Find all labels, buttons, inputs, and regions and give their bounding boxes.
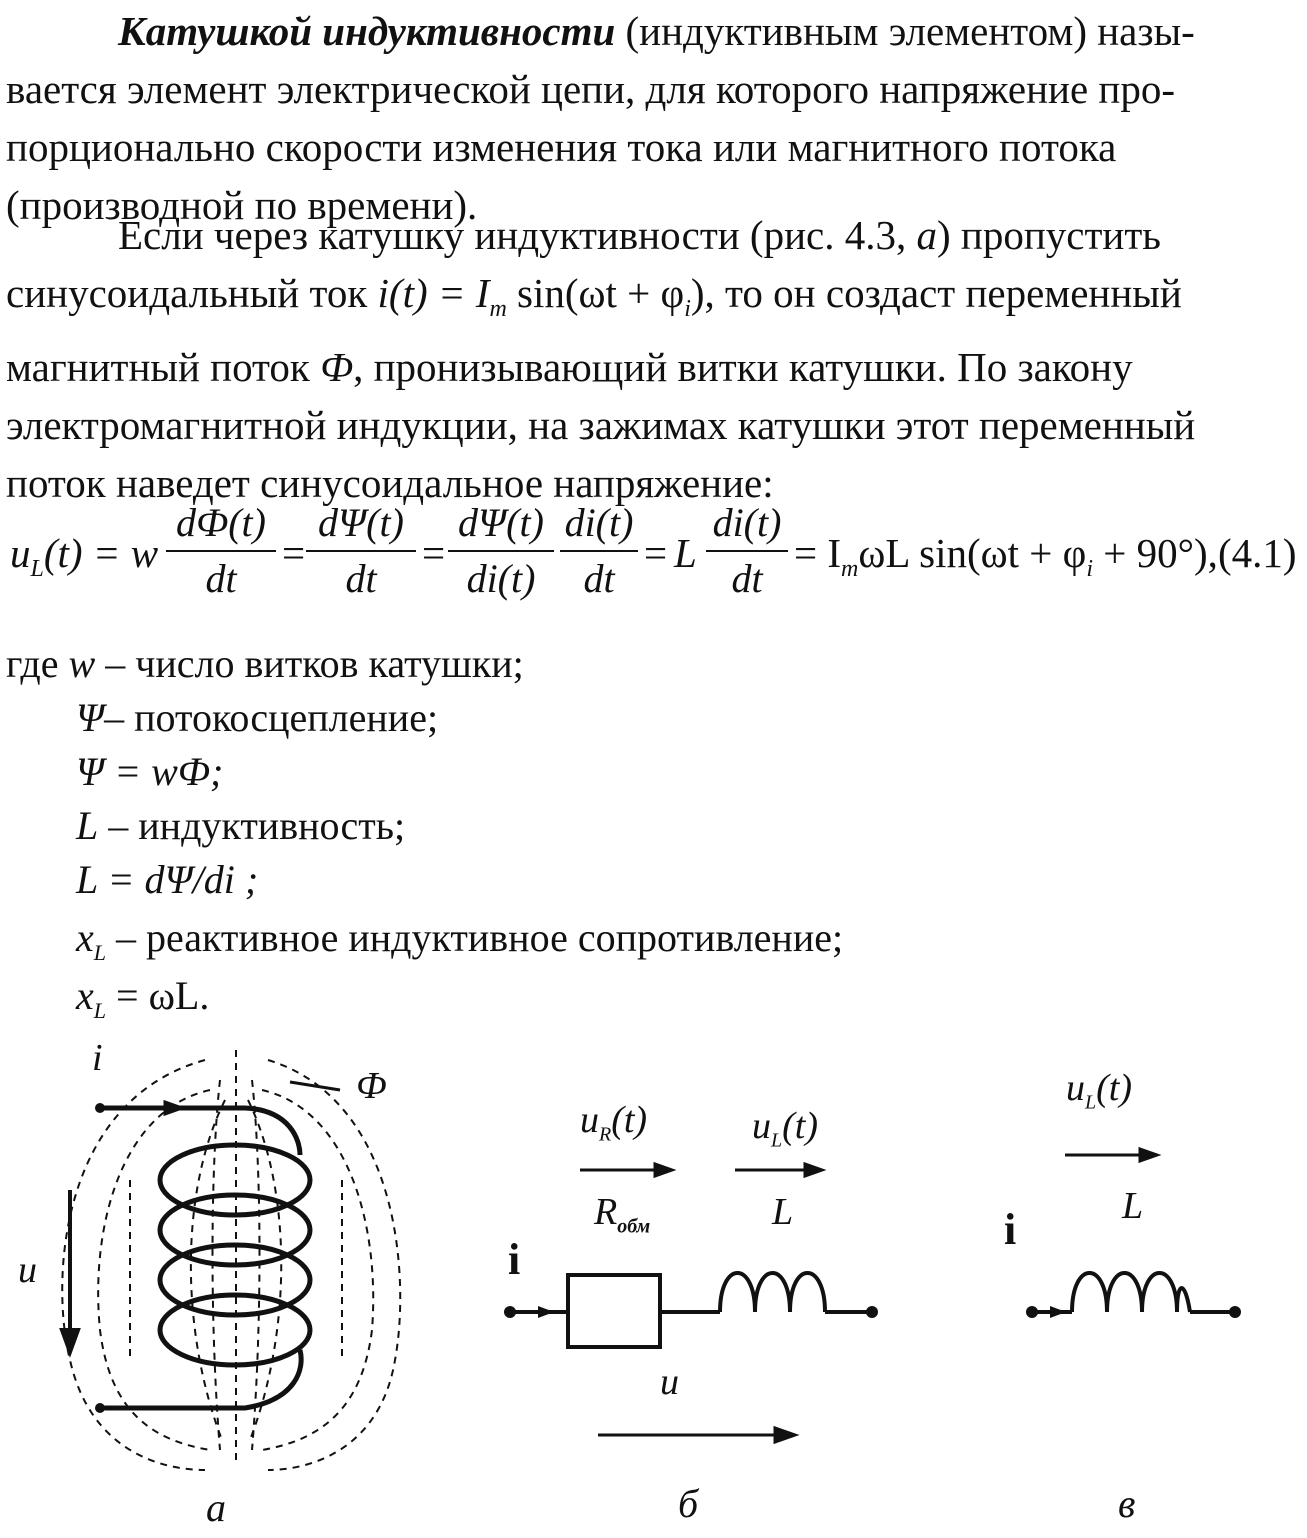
- term-inductor: Катушкой индуктивности: [118, 8, 616, 54]
- fig-b-L-label: L: [772, 1191, 794, 1233]
- arrows-uR-uL: [580, 1164, 822, 1176]
- fig-c-L-label: L: [1122, 1185, 1144, 1227]
- voltage-arrow-u: [598, 1428, 795, 1442]
- figure-c-l-circuit: [1010, 1140, 1270, 1360]
- rl-circuit-drawing: [510, 1273, 872, 1347]
- current-arrow: [165, 1102, 182, 1114]
- terminal-in: [504, 1306, 516, 1318]
- figure-b-rl-circuit: [490, 1140, 910, 1460]
- terminal-top: [95, 1103, 105, 1113]
- def-w: где w – число витков катушки;: [6, 641, 524, 686]
- current-arrow: [1050, 1306, 1066, 1318]
- terminal-out: [866, 1306, 878, 1318]
- l-circuit-drawing: [1032, 1273, 1235, 1312]
- definition-paragraph: Катушкой индуктивности (индуктивным элементом) назы- вается элемент электрической цепи, для которого напряжение про- порционально скорости изменения тока или магнитного потока (производной по времени).: [6, 8, 1195, 228]
- fig-a-current-label: i: [92, 1037, 103, 1079]
- fig-b-current-label: i: [508, 1235, 521, 1284]
- fig-c-current-label: i: [1004, 1205, 1017, 1254]
- fraction-dphi-dt: dФ(t) dt: [166, 498, 276, 604]
- fig-b-caption: б: [678, 1481, 699, 1526]
- fig-a-voltage-label: u: [18, 1249, 37, 1291]
- formula-lhs: $u_L(t) = w$: [10, 530, 159, 583]
- def-xL-formula: $x_L = \omega L$.: [76, 973, 210, 1023]
- explanation-paragraph: Если через катушку индуктивности (рис. 4.3, а) пропустить синусоидальный ток $i(t) = I_m$ $\sin(\omega t + \varphi_i)$, то он создаст переменный магнитный поток Ф, пронизывающий витки катушки. По закону электромагнитной индукции, на зажимах катушки этот переменный поток наведет синусоидальное напряжение:: [6, 212, 1196, 507]
- fig-a-flux-label: Ф: [356, 1065, 387, 1107]
- def-L: L – индуктивность;: [76, 803, 406, 848]
- fig-b-uR-label: $u_R(t)$: [580, 1099, 648, 1146]
- current-arrow: [538, 1306, 554, 1318]
- terminal-bottom: [95, 1403, 105, 1413]
- formula-rhs: = $I_m\omega L$ $\sin(\omega t + \varphi_i + 90^\circ)$,: [794, 530, 1218, 583]
- fraction-dpsi-di: dΨ(t) di(t): [448, 498, 554, 604]
- def-psi: Ψ– потокосцепление;: [76, 695, 439, 740]
- equation-number: (4.1): [1218, 530, 1297, 576]
- fig-c-caption: в: [1118, 1481, 1136, 1526]
- fraction-di-dt: di(t) dt: [560, 498, 638, 604]
- terminal-out: [1229, 1306, 1241, 1318]
- fig-a-caption: а: [206, 1485, 226, 1530]
- fig-b-uL-label: $u_L(t)$: [752, 1105, 818, 1152]
- formula-4-1: $u_L(t) = w$ dФ(t) dt = dΨ(t) dt = dΨ(t) di(t) di(t) dt = L di(t) dt = $I_m\omega L$ $\sin(\omega t + \varphi_i + 90^\circ)$, (4.1): [6, 480, 1306, 630]
- arrow-uL: [1065, 1149, 1157, 1161]
- fraction-di-dt-2: di(t) dt: [706, 498, 788, 604]
- terminal-in: [1026, 1306, 1038, 1318]
- current-formula: $i(t) = I_m$ $\sin(\omega t + \varphi_i)$,: [377, 270, 715, 323]
- def-xL: $x_L$ – реактивное индуктивное сопротивление;: [76, 915, 844, 965]
- fig-c-uL-label: $u_L(t)$: [1066, 1067, 1132, 1114]
- fig-b-R-label: $R_{обм}$: [594, 1191, 651, 1238]
- fig-b-voltage-label: u: [660, 1361, 679, 1403]
- def-psi-formula: Ψ = wФ;: [76, 749, 224, 794]
- fraction-dpsi-dt: dΨ(t) dt: [306, 498, 416, 604]
- def-L-formula: L = dΨ/di ;: [76, 857, 259, 902]
